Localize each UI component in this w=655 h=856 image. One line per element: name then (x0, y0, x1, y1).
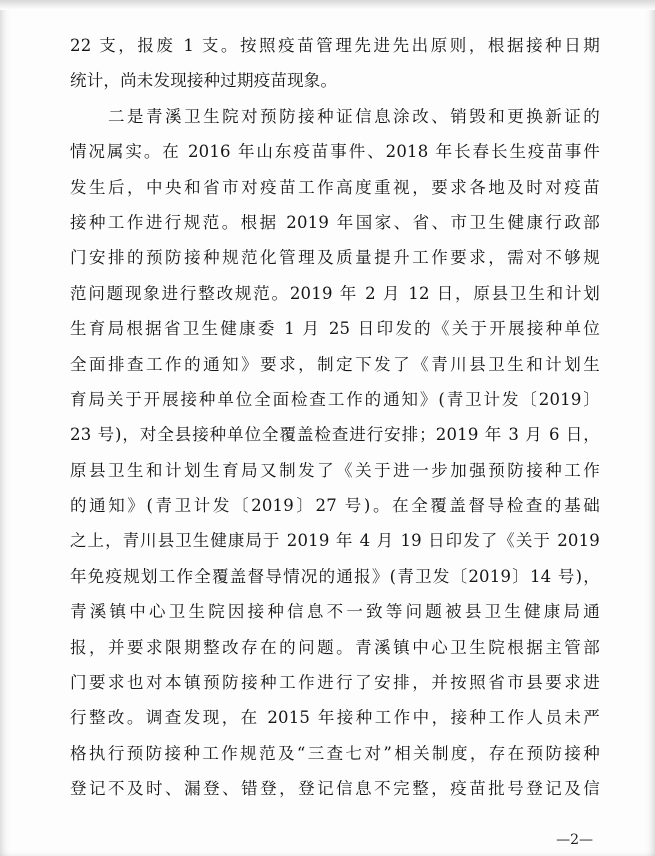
text-line: 年免疫规划工作全覆盖督导情况的通报》(青卫发〔2019〕14 号)， (70, 566, 600, 586)
text-line: 原县卫生和计划生育局又制发了《关于进一步加强预防接种工作 (70, 460, 600, 480)
text-line: 报，并要求限期整改存在的问题。青溪镇中心卫生院根据主管部 (70, 637, 600, 657)
text-line: 情况属实。在 2016 年山东疫苗事件、2018 年长春长生疫苗事件 (70, 142, 600, 162)
text-line: 育局关于开展接种单位全面检查工作的通知》(青卫计发〔2019〕 (70, 389, 600, 409)
text-line: 发生后，中央和省市对疫苗工作高度重视，要求各地及时对疫苗 (70, 177, 600, 197)
page-number: —2— (556, 832, 593, 848)
text-line: 行整改。调查发现，在 2015 年接种工作中，接种工作人员未严 (70, 708, 600, 728)
text-line: 青溪镇中心卫生院因接种信息不一致等问题被县卫生健康局通 (70, 602, 600, 622)
text-line: 格执行预防接种工作规范及“三查七对”相关制度，存在预防接种 (70, 743, 600, 763)
page-top-edge (0, 0, 655, 10)
text-line: 全面排查工作的通知》要求，制定下发了《青川县卫生和计划生 (70, 354, 600, 374)
text-line: 的通知》(青卫计发〔2019〕27 号)。在全覆盖督导检查的基础 (70, 496, 600, 516)
text-line: 门安排的预防接种规范化管理及质量提升工作要求，需对不够规 (70, 248, 600, 268)
text-line: 统计，尚未发现接种过期疫苗现象。 (70, 71, 338, 91)
text-line: 之上，青川县卫生健康局于 2019 年 4 月 19 日印发了《关于 2019 (70, 531, 600, 551)
text-line: 二是青溪卫生院对预防接种证信息涂改、销毁和更换新证的 (70, 106, 600, 126)
text-line: 22 支，报废 1 支。按照疫苗管理先进先出原则，根据接种日期 (70, 36, 600, 55)
text-line: 范问题现象进行整改规范。2019 年 2 月 12 日，原县卫生和计划 (70, 283, 600, 303)
text-line: 生育局根据省卫生健康委 1 月 25 日印发的《关于开展接种单位 (70, 319, 600, 339)
document-body (70, 28, 600, 807)
text-line: 登记不及时、漏登、错登，登记信息不完整，疫苗批号登记及信 (70, 779, 600, 799)
text-line: 接种工作进行规范。根据 2019 年国家、省、市卫生健康行政部 (70, 212, 600, 232)
text-line: 门要求也对本镇预防接种工作进行了安排，并按照省市县要求进 (70, 673, 600, 693)
text-line: 23 号)，对全县接种单位全覆盖检查进行安排；2019 年 3 月 6 日， (70, 425, 600, 445)
